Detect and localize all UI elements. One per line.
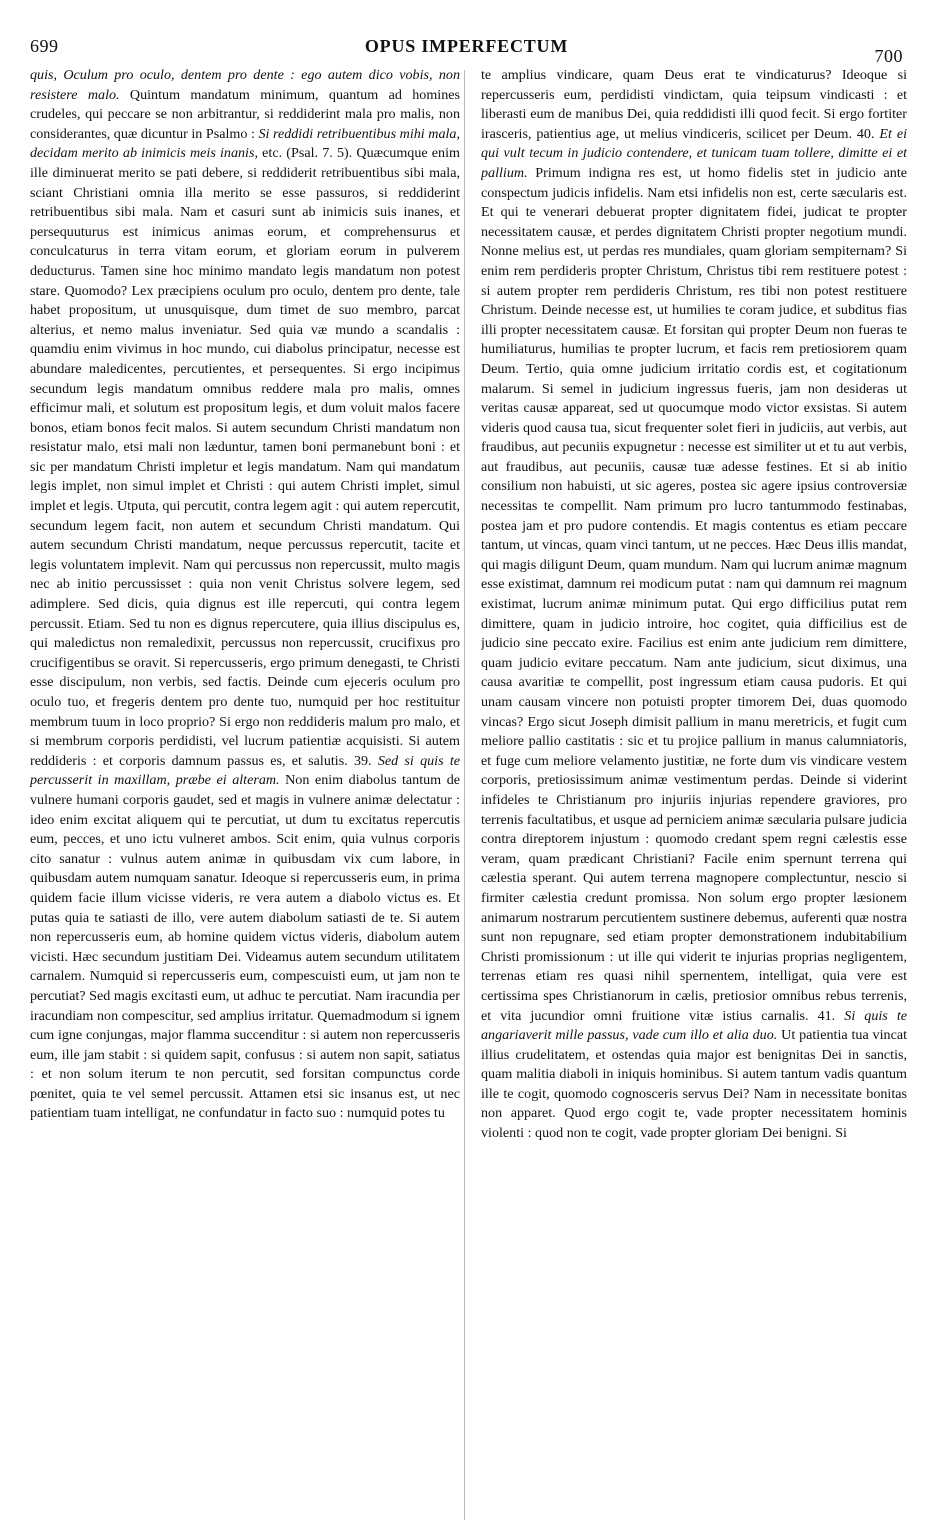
- text-passage: Primum indigna res est, ut homo fidelis stet in judicio ante conspectum judicis infidelis. Nam etsi infidelis non est, certe sæcularis est. Et qui te venerari debuerat propter dignitatem fidei, judicat te propter necessitatem causæ, et perdes dignitatem Christi propter negotium mundi. Nonne melius est, ut perdas res mundiales, quam gloriam sempiternam? Si enim rem perdideris propter Christum, Christus tibi rem restituere potest : si autem propter rem perdideris Christum, res tibi non potest restituere Christum. Deinde necesse est, ut humilies te coram judice, et subditus fias illi propter necessitatem causæ. Et forsitan qui propter Deum non fueras te humiliaturus, humilias te propter lucrum, et facis rem pretiosiorem quam Deum. Tertio, quia omne judicium irritatio cordis est, et cogitationum malarum. Si semel in judicium ingressus fueris, jam non desideras ut veritas causæ appareat, sed ut quocumque modo victor exsistas. Si autem videris quod causa tua, sicut frequenter solet fieri in judiciis, aut verbis, aut fraudibus, aut pecuniis expugnetur : necesse est similiter ut et tu aut verbis, aut fraudibus, aut pecuniis, causæ tuæ adesse festines. Et si ab initio consilium non habuisti, ut sic ageres, postea sic agere ipsius controversiæ necessitas te compellit. Nam primum pro lucro tantummodo festinabas, postea jam et pro pudore contendis. Et magis contentus es etiam peccare tantum, ut vincas, quam vinci tantum, ut ne pecces. Hæc Deus illis mandat, qui magis diligunt Deum, quam mundum. Nam qui lucrum animæ magnum esse existimat, damnum rei modicum putat : nam qui damnum rei magnum existimat, lucrum animæ minimum putat. Qui ergo difficilius putat rem dimittere, quam in judicio introire, hoc cogitet, quia difficilius est de judicio sine peccato exire. Facilius est enim ante judicium rem dimittere, quam judicio evitare peccatum. Nam ante judicium, sicut diximus, una causa avaritiæ te compellit, post ingressum etiam causa pudoris. Et qui unam causam vincere non potuisti propter timorem Dei, duas quomodo vincas? Ergo sicut Joseph dimisit pallium in manu meretricis, et fugit cum meliore pallio castitatis : sic et tu projice pallium in manus calumniatoris, et fuge cum meliore velamento justitiæ, ne forte dum vis vindicare vestem corporis, pretiosissimum animæ vestimentum perdas. Deinde si viderint infideles te Christianum pro injuriis injurias rependere graviores, pro terrenis facultatibus, et usque ad perniciem animæ sæcularia pulsare judicia contra direptorem injustum : quomodo credant spem regni cælestis esse veram, quam prædicant Christiani? Facile enim spernunt terrena qui cælestia sperant. Qui autem terrena magnopere complectuntur, nescio si firmiter cælestia credunt promissa. Non solum ergo propter læsionem animarum nostrarum percutientem sustinere debemus, auferenti quæ nostra sunt non repugnare, sed etiam propter demonstrationem indubitabilium Christi promissionum : ut ille qui viderit te injurias proprias negligentem, terrenas etiam res quasi nihil spernentem, intelligat, quia vere est certissima spes Christianorum in cælis, pretiosior omnibus rebus terrenis, et vita jucundior omni fruitione vitæ istius carnalis. 41.: [481, 164, 907, 1024]
- column-divider: [464, 70, 465, 1520]
- column-text: [481, 66, 907, 1144]
- page-number-left: 699: [30, 36, 59, 56]
- running-title: OPUS IMPERFECTUM: [364, 36, 569, 56]
- page-header: [30, 28, 903, 68]
- italic-passage: Si quis te angariaverit mille passus, vade cum illo et alia duo.: [481, 1007, 907, 1044]
- text-passage: Ut patientia tua vincat illius crudelitatem, et ostendas quia major est benignitas Dei in sanctis, quam malitia diaboli in iniquis hominibus. Si autem tantum vadis quantum ille te cogit, quomodo cognosceris servus Dei? Nam in necessitate bonitas non apparet. Quod ergo cogit te, vade propter necessitatem hominis violenti : quod non te cogit, vade propter gloriam Dei benigni. Si: [481, 1027, 907, 1142]
- italic-passage: Et ei qui vult tecum in judicio contendere, et tunicam tuam tollere, dimitte ei et pallium.: [481, 125, 907, 181]
- text-passage: Non enim diabolus tantum de vulnere humani corporis gaudet, sed et magis in vulnere animæ delectatur : ideo enim excitat aliquem qui te percutiat, ut dum tu excitatus repercutis eum, pecces, et uno ictu vulneret ambos. Scit enim, quia vulnus corporis cito sanatur : vulnus autem animæ in quibusdam vix cum labore, in quibusdam autem numquam sanatur. Ideoque si repercusseris eum, in prima quidem facie illum vicisse videris, re vera autem a diabolo victus es. Et putas quia te satiasti de illo, vere autem diabolum satiasti de te. Si autem non repercusseris eum, ab homine quidem victus videris, diabolum autem vicisti. Hæc secundum justitiam Dei. Videamus autem secundum utilitatem carnalem. Numquid si repercusseris eum, compescuisti eum, ut jam non te percutiat? Sed magis excitasti eum, ut adhuc te percutiat. Nam iracundia per iracundiam non compescitur, sed amplius irritatur. Quemadmodum si ignem cum igne conjungas, major flamma succenditur : si autem non repercusseris eum, ille jam stabit : si quidem sapit, confusus : si autem non sapit, satiatus : et non solum iterum te non percutit, sed forsitan compunctus corde pœnitet, quia te vel semel percussit. Attamen etsi sic insanus est, ut nec patientiam tuam intelligat, ne confundatur in facto suo : numquid potes tu: [30, 772, 460, 1122]
- text-passage: etc. (Psal. 7. 5). Quæcumque enim ille diminuerat merito se pati debere, si reddiderit retribuentibus sibi mala, sciant Christiani omnia illa merito se esse passuros, si reddiderint retribuentibus sibi mala. Nam et casuri sunt ab inimicis suis inanes, et persequuturus est inimicus animas eorum, et comprehensurus et conculcaturus in terra vitam eorum, et gloriam eorum in pulverem deducturus. Tamen sine hoc minimo mandato legis mandatum non potest stare. Quomodo? Lex præcipiens oculum pro oculo, dentem pro dente, tale habet propositum, ut unusquisque, dum timet de suo membro, parcat alterius, et nemo malus inveniatur. Sed quia væ mundo a scandalis : quamdiu enim vivimus in hoc mundo, cui diabolus principatur, necesse est abundare maledicentes, percutientes, et persequentes. Si ergo incipimus secundum legis mandatum omnibus reddere mala pro malis, omnes efficimur mali, et solutum est propositum legis, et dum voluit malos facere bonos, etiam bonos fecit malos. Si autem secundum Christi mandatum non resistatur malo, etsi mali non læduntur, tamen boni permanebunt boni : et sic per mandatum Christi impletur et legis mandatum. Nam qui mandatum legis implet, non simul implet et Christi : qui autem Christi implet, simul implet et legis. Utputa, qui percutit, contra legem agit : qui autem repercutit, secundum legem facit, non autem et secundum Christi mandatum. Qui autem secundum Christi mandatum, neque percussus repercutit, tacite et legis voluntatem implevit. Nam qui percussus non repercussit, multo magis nec ab initio percussisset : quia non venit Christus solvere legem, sed adimplere. Sed dicis, quia dignus est ille repercuti, qui contra legem percussit. Etiam. Sed tu non es dignus repercutere, quia illius discipulus es, qui maledictus non remaledixit, percussus non repercussit, crucifixus pro crucifigentibus se oravit. Si repercusseris, ergo primum denegasti, te Christi esse discipulum, non verbis, sed factis. Deinde cum ejeceris oculum pro oculo tuo, et fregeris dentem pro dente tuo, numquid per hoc restituitur membrum tuum in loco proprio? Si ergo non reddideris malum pro malo, et si membrum corporis perdidisti, vel lucrum patientiæ acquisisti. Si autem reddideris : et corporis damnum passus es, et salutis. 39.: [30, 145, 460, 769]
- text-column-left: [30, 66, 460, 1521]
- italic-passage: Si reddidi retribuentibus mihi mala, decidam merito ab inimicis meis inanis,: [30, 125, 460, 162]
- page-number-right: 700: [874, 46, 903, 66]
- text-passage: te amplius vindicare, quam Deus erat te vindicaturus? Ideoque si repercusseris eum, perdidisti vindictam, quia teipsum vindicasti : et liberasti eum de manibus Dei, quia reddidisti illi quod fecit. Si ergo fortiter irasceris, patientius age, ut melius vindiceris, scilicet per Deum. 40.: [481, 67, 907, 142]
- text-passage: Quintum mandatum minimum, quantum ad homines crudeles, qui peccare se non arbitrantur, si reddiderint mala pro malis, non considerantes, quæ dicuntur in Psalmo :: [30, 86, 460, 142]
- column-text: [30, 66, 460, 1124]
- italic-passage: Sed si quis te percusserit in maxillam, præbe ei alteram.: [30, 752, 460, 789]
- italic-passage: quis, Oculum pro oculo, dentem pro dente : ego autem dico vobis, non resistere malo.: [30, 67, 460, 103]
- text-column-right: [481, 66, 907, 1521]
